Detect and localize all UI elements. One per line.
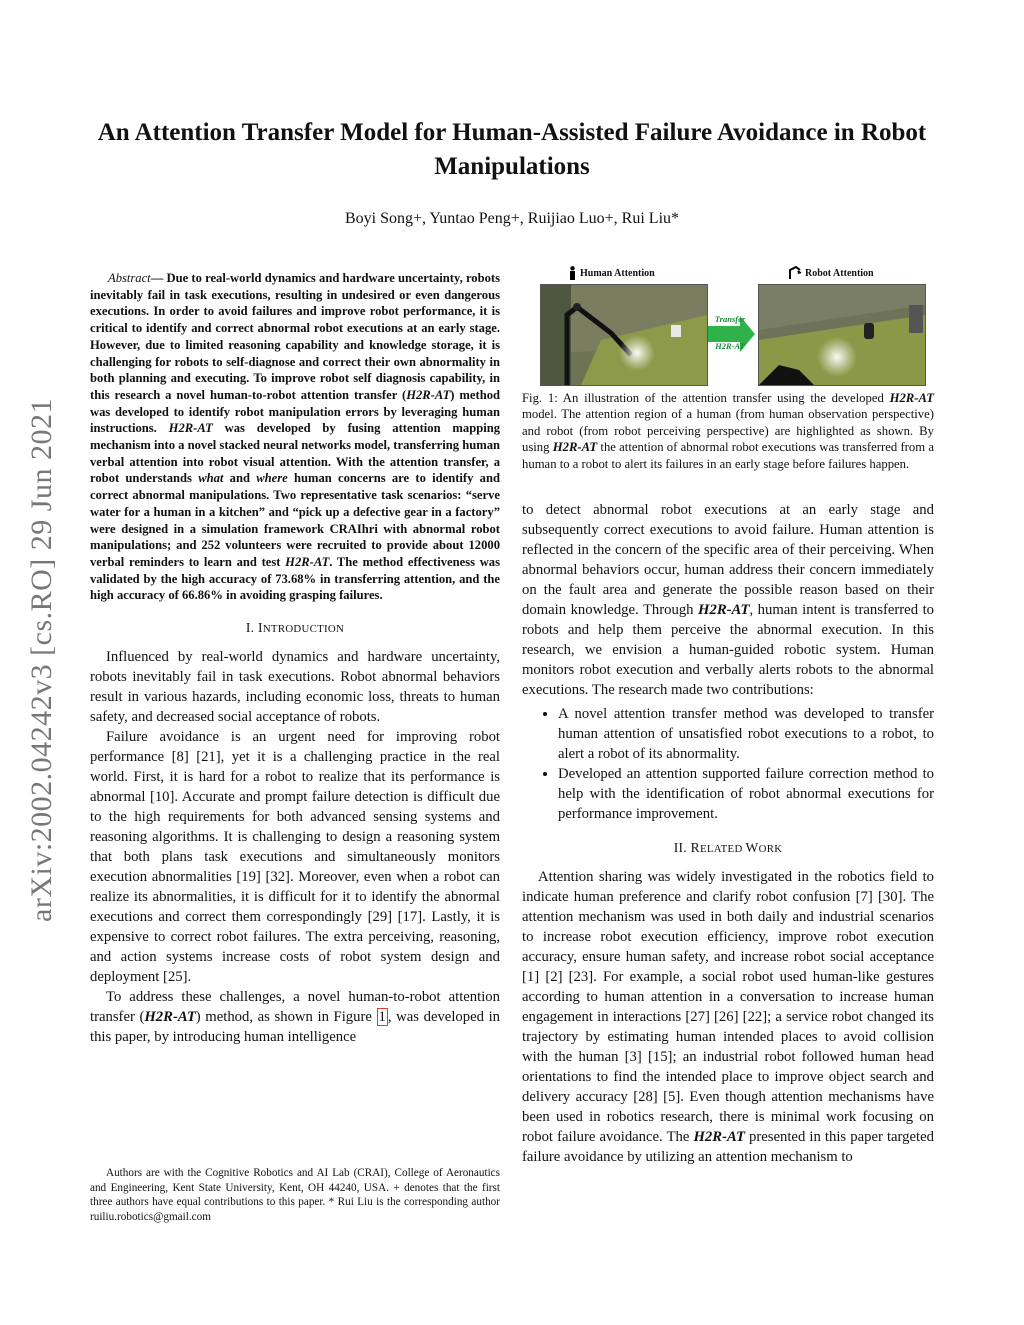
abstract-text-6: . The method effectiveness was validated by the high accuracy of 73.68% in transferring attention, and the high accuracy of 66.86% in avoiding grasping failures.	[90, 554, 500, 603]
right-p1-text-b: , human intent is transferred to robots and help them perceive the abnormal execution. In this research, we envision a human-guided robotic system. Human monitors robot execution and verbally alerts robots to the abnormal executions. The research made two contributions:	[522, 602, 934, 698]
section-number: II.	[673, 840, 691, 855]
abstract-what: what	[198, 471, 224, 486]
abstract-label: Abstract	[108, 271, 151, 285]
list-item: • Developed an attention supported failure correction method to help with the identification of robot abnormal executions for performance improvement.	[558, 764, 934, 824]
section-smallcaps: NTRODUCTION	[262, 623, 345, 636]
intro-method-name: H2R-AT	[144, 1009, 196, 1026]
contributions-list	[522, 704, 934, 824]
left-column	[90, 270, 500, 1047]
intro-paragraph-2: Failure avoidance is an urgent need for improving robot performance [8] [21], yet it is a challenging practice in the real world. First, it is hard for a robot to realize that its performance is abnormal [10]. Accurate and prompt failure detection is difficult due to the high requirements for both advanced sensing systems and reasoning algorithms. It is challenging to design a reasoning system that both plans task executions and simultaneously monitors execution abnormalities [19] [32]. Moreover, even when a robot can realize its abnormalities, it is difficult for it to identify the abnormal executions and correct them correspondingly [29] [17]. Lastly, it is expensive to correct robot failures. The extra perceiving, reasoning, and action systems increase costs of robot system design and deployment [25].	[90, 729, 500, 986]
robot-arm-icon	[788, 266, 802, 280]
section-initial: W	[745, 840, 759, 855]
related-text-a: Attention sharing was widely investigated in the robotics field to indicate human preference and clarify robot confusion [7] [30]. The attention mechanism was used in both daily and industrial scenarios to increase robot execution efficiency, improve robot execution accuracy, ensure human safety, and increase robot social acceptance [1] [2] [23]. For example, a social robot used human-like gestures according to human attention in a conversation to increase human engagement in interactions [27] [26] [22]; a service robot changed its trajectory by estimating human intended places to avoid collision with the human [3] [15]; an industrial robot followed human head orientations to find the intended place to improve object search and delivery accuracy [28] [5]. Even though attention mechanisms have been used in robotics research, there is minimal work focusing on robot failure avoidance. The	[522, 869, 934, 1145]
author-list: Boyi Song+, Yuntao Peng+, Ruijiao Luo+, Rui Liu*	[344, 210, 680, 227]
abstract	[90, 270, 500, 604]
robot-attention-header	[788, 266, 874, 280]
abstract-text-4: and	[223, 471, 257, 486]
figure-reference-link[interactable]: 1	[378, 1009, 386, 1026]
right-p1-method: H2R-AT	[698, 602, 750, 618]
paper-title: An Attention Transfer Model for Human-Assisted Failure Avoidance in Robot Manipulations	[97, 119, 927, 180]
section-smallcaps: ELATED	[699, 843, 746, 855]
human-view-scene	[541, 285, 707, 385]
arrow-label-method: H2R-AT	[715, 341, 745, 351]
intro-paragraph-1: Influenced by real-world dynamics and hardware uncertainty, robots inevitably fail in task executions. Robot abnormal behaviors result in various hazards, including economic loss, threats to human safety, and decreased social acceptance of robots.	[90, 649, 500, 726]
abstract-text-2: ) method was developed to identify robot manipulation errors by leveraging human instructions.	[90, 387, 500, 436]
related-text-b: presented in this paper targeted failure avoidance by utilizing an attention mechanism to	[522, 1129, 934, 1165]
list-item: • A novel attention transfer method was developed to transfer human attention of unsatisfied robot executions to a robot, to alert a robot of its abnormality.	[558, 704, 934, 764]
right-column	[522, 500, 934, 1167]
related-paragraph-1	[522, 867, 934, 1167]
arrow-label-transfer: Transfer	[714, 314, 746, 324]
abstract-where: where	[256, 471, 288, 486]
caption-method-1: H2R-AT	[889, 391, 934, 405]
human-attention-label: Human Attention	[580, 267, 655, 279]
caption-method-2: H2R-AT	[552, 440, 598, 455]
human-attention-header	[568, 266, 655, 280]
section-initial: I	[258, 620, 263, 636]
arxiv-identifier	[22, 360, 62, 960]
intro-p3-text-c: , was developed in this paper, by introducing human intelligence	[90, 1009, 500, 1046]
human-perspective-image	[540, 284, 708, 386]
caption-text-a: Fig. 1: An illustration of the attention transfer using the developed	[522, 391, 890, 405]
robot-perspective-image	[758, 284, 926, 386]
figure-1-caption	[522, 390, 934, 472]
figure-1	[538, 262, 934, 386]
person-icon	[568, 266, 577, 280]
arxiv-identifier-text: arXiv:2002.04242v3 [cs.RO] 29 Jun 2021	[25, 398, 58, 922]
abstract-method-2: H2R-AT	[168, 421, 213, 436]
abstract-method-1: H2R-AT	[406, 387, 451, 402]
right-p1-text-a: to detect abnormal robot executions at an early stage and subsequently correct executions to avoid failure. Human attention is reflected in the concern of the specific area of their perceiving. When abnormal behaviors occur, human address their concern immediately on the fault area and generate the possible reason based on their domain knowledge. Through	[522, 502, 934, 618]
author-footnote: Authors are with the Cognitive Robotics and AI Lab (CRAI), College of Aeronautics and Engineering, Kent State University, Kent, OH 44240, USA. + denotes that the first three authors have equal contributions to this paper. * Rui Liu is the corresponding author ruiliu.robotics@gmail.com	[90, 1167, 500, 1223]
section-number: I.	[245, 620, 259, 636]
abstract-text-5: human concerns are to identify and correct abnormal manipulations. Two representative task scenarios: “serve water for a human in a kitchen” and “pick up a defective gear in a factory” were designed in a simulation framework CRAIhri with abnormal robot manipulations; and 252 volunteers were recruited to provide about 12000 verbal reminders to learn and test	[90, 471, 500, 569]
robot-view-scene	[759, 285, 925, 385]
section-smallcaps: ORK	[758, 843, 783, 855]
related-method: H2R-AT	[693, 1129, 745, 1145]
right-paragraph-1	[522, 500, 934, 700]
abstract-method-3: H2R-AT	[285, 554, 330, 569]
abstract-text-1: — Due to real-world dynamics and hardware uncertainty, robots inevitably fail in task executions, resulting in undesired or even dangerous executions. In order to avoid failures and improve robot performance, it is critical to identify and correct abnormal robot executions at an early stage. However, due to limited reasoning capability and knowledge storage, it is challenging for robots to self-diagnose and correct their own abnormality in both planning and executing. To improve robot self diagnosis capability, in this research a novel human-to-robot attention transfer (	[90, 271, 500, 402]
robot-attention-label: Robot Attention	[805, 267, 874, 279]
section-heading-related-work	[522, 838, 934, 859]
transfer-arrow	[708, 312, 756, 356]
intro-p3-text-b: ) method, as shown in Figure	[195, 1009, 377, 1026]
intro-paragraph-3	[90, 987, 500, 1047]
section-heading-introduction	[90, 618, 500, 639]
caption-text-c: the attention of abnormal robot executions was transferred from a human to a robot to alert its failures in an early stage before failures happen.	[522, 440, 934, 471]
caption-text-b: model. The attention region of a human (from human observation perspective) and robot (from robot perceiving perspective) are highlighted as shown. By using	[522, 407, 934, 455]
section-initial: R	[690, 840, 700, 855]
intro-p3-text-a: To address these challenges, a novel human-to-robot attention transfer (	[90, 989, 500, 1026]
abstract-text-3: was developed by fusing attention mapping mechanism into a novel stacked neural networks model, transferring human verbal attention into robot visual attention. With the attention transfer, a robot understands	[90, 421, 501, 486]
